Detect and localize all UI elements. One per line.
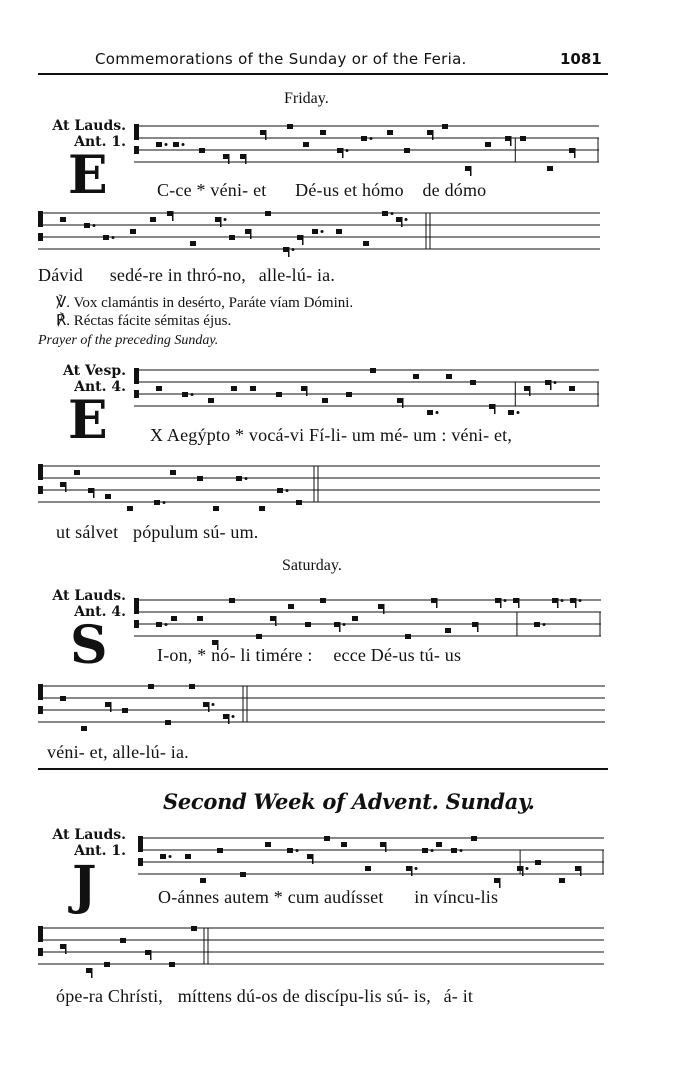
neume: [160, 854, 166, 859]
mora-dot: [191, 393, 194, 396]
neume: [320, 130, 326, 135]
office-label: At Lauds.: [52, 827, 126, 843]
neume: [534, 622, 540, 627]
neume: [104, 962, 110, 967]
neume: [173, 142, 179, 147]
neume-stem: [529, 386, 531, 396]
neume-stem: [500, 598, 502, 608]
neume: [422, 848, 428, 853]
syllable: véni- et,: [451, 425, 513, 445]
neume-stem: [499, 878, 501, 888]
versicle: ℣. Vox clamántis in desérto, Paráte víam Dómini.: [56, 295, 354, 311]
neume: [322, 398, 328, 403]
chant-staff: [38, 678, 605, 730]
neume: [199, 148, 205, 153]
initial-letter: J: [72, 855, 97, 916]
neume-stem: [275, 616, 277, 626]
mora-dot: [292, 248, 295, 251]
mora-dot: [169, 855, 172, 858]
syllable: alle-lú- ia.: [112, 742, 189, 762]
mora-dot: [405, 218, 408, 221]
syllable: Aegýpto: [166, 425, 231, 445]
neume: [508, 410, 514, 415]
neume: [130, 229, 136, 234]
chant-staff: [38, 920, 604, 972]
clef-mark: [134, 146, 139, 154]
neume: [535, 860, 541, 865]
neume: [165, 720, 171, 725]
neume: [303, 142, 309, 147]
neume: [365, 866, 371, 871]
antiphon-number: Ant. 1.: [74, 134, 126, 150]
syllable: O-ánnes: [158, 887, 220, 907]
chant-staff: [134, 592, 601, 644]
neume-stem: [93, 488, 95, 498]
neume: [277, 488, 283, 493]
neume: [127, 506, 133, 511]
neume: [256, 634, 262, 639]
neume: [150, 217, 156, 222]
syllable: in: [414, 887, 429, 907]
neume: [287, 848, 293, 853]
neume: [445, 628, 451, 633]
neume: [250, 386, 256, 391]
clef-mark: [38, 486, 43, 494]
neume-stem: [228, 154, 230, 164]
lyric-line: [56, 522, 259, 543]
clef-mark: [38, 926, 43, 942]
neume-stem: [470, 166, 472, 176]
neume-stem: [110, 702, 112, 712]
syllable: véni- et,: [47, 742, 108, 762]
mora-dot: [346, 149, 349, 152]
neume-stem: [250, 229, 252, 239]
syllable: pópulum: [133, 522, 199, 542]
mora-dot: [517, 411, 520, 414]
neume-stem: [522, 866, 524, 876]
syllable: Dávid: [38, 265, 83, 285]
antiphon-number: Ant. 1.: [74, 843, 126, 859]
syllable: mé- um: [380, 425, 437, 445]
neume: [185, 854, 191, 859]
neume: [324, 836, 330, 841]
clef-mark: [134, 390, 139, 398]
mora-dot: [415, 867, 418, 870]
mora-dot: [460, 849, 463, 852]
syllable: míttens: [177, 986, 233, 1006]
syllable: vocá-vi: [248, 425, 305, 445]
neume: [520, 136, 526, 141]
running-title: Commemorations of the Sunday or of the Feria.: [95, 50, 467, 68]
syllable: á- it: [443, 986, 474, 1006]
neume: [370, 368, 376, 373]
neume-stem: [342, 148, 344, 158]
neume: [156, 386, 162, 391]
clef-mark: [134, 598, 139, 614]
neume: [276, 392, 282, 397]
neume-stem: [265, 130, 267, 140]
clef-mark: [38, 706, 43, 714]
neume-stem: [208, 702, 210, 712]
lyric-line: [158, 887, 498, 908]
mora-dot: [343, 623, 346, 626]
neume: [156, 142, 162, 147]
neume: [413, 374, 419, 379]
clef-mark: [138, 836, 143, 852]
syllable: Fí-li- um: [309, 425, 376, 445]
neume: [265, 211, 271, 216]
neume: [60, 217, 66, 222]
neume: [442, 124, 448, 129]
mora-dot: [579, 599, 582, 602]
asterisk: *: [196, 180, 206, 200]
chant-staff: [134, 118, 599, 170]
section-title: Second Week of Advent. Sunday.: [163, 789, 535, 814]
neume: [265, 842, 271, 847]
mora-dot: [286, 489, 289, 492]
response: ℟. Réctas fácite sémitas éjus.: [56, 313, 232, 329]
mora-dot: [224, 218, 227, 221]
neume-stem: [288, 247, 290, 257]
neume-stem: [339, 622, 341, 632]
neume-stem: [312, 854, 314, 864]
neume: [288, 604, 294, 609]
neume-stem: [575, 598, 577, 608]
mora-dot: [391, 212, 394, 215]
neume: [436, 842, 442, 847]
neume-stem: [574, 148, 576, 158]
mora-dot: [212, 703, 215, 706]
neume: [200, 878, 206, 883]
neume: [191, 926, 197, 931]
neume: [105, 494, 111, 499]
neume-stem: [557, 598, 559, 608]
asterisk: *: [273, 887, 283, 907]
neume: [148, 684, 154, 689]
neume: [81, 726, 87, 731]
neume: [197, 476, 203, 481]
initial-letter: E: [68, 390, 108, 451]
prayer-rubric: Prayer of the preceding Sunday.: [38, 333, 219, 348]
syllable: de: [422, 180, 440, 200]
clef-mark: [38, 464, 43, 480]
mora-dot: [370, 137, 373, 140]
initial-letter: S: [70, 615, 108, 676]
syllable: nó- li: [211, 645, 251, 665]
neume: [240, 872, 246, 877]
office-label: At Lauds.: [52, 118, 126, 134]
page-number: 1081: [560, 50, 602, 68]
neume: [296, 500, 302, 505]
clef-mark: [134, 368, 139, 384]
lyric-line: [150, 425, 512, 446]
neume: [84, 223, 90, 228]
neume: [382, 211, 388, 216]
antiphon-number: Ant. 4.: [74, 379, 126, 395]
antiphon-number: Ant. 4.: [74, 604, 126, 620]
initial-letter: E: [68, 145, 108, 206]
mora-dot: [543, 623, 546, 626]
mora-dot: [112, 236, 115, 239]
syllable: sedé-re: [109, 265, 164, 285]
syllable: in: [167, 265, 183, 285]
header-rule: [38, 73, 608, 75]
neume: [171, 616, 177, 621]
neume-stem: [306, 386, 308, 396]
clef-mark: [134, 620, 139, 628]
asterisk: *: [197, 645, 207, 665]
office-label: At Lauds.: [52, 588, 126, 604]
neume-stem: [580, 866, 582, 876]
neume: [122, 708, 128, 713]
neume: [217, 848, 223, 853]
neume-stem: [510, 136, 512, 146]
neume: [74, 470, 80, 475]
clef-mark: [38, 684, 43, 700]
neume: [427, 410, 433, 415]
syllable: sú- um.: [203, 522, 259, 542]
syllable: timére: [255, 645, 303, 665]
clef-mark: [138, 858, 143, 866]
syllable: dómo: [444, 180, 487, 200]
section-rule: [38, 768, 608, 770]
neume: [404, 148, 410, 153]
neume: [485, 142, 491, 147]
neume: [547, 166, 553, 171]
neume-stem: [220, 217, 222, 227]
neume: [229, 235, 235, 240]
clef-mark: [38, 233, 43, 241]
neume-stem: [436, 598, 438, 608]
neume-stem: [518, 598, 520, 608]
neume: [305, 622, 311, 627]
office-label: At Vesp.: [63, 363, 126, 379]
neume: [446, 374, 452, 379]
chant-staff: [138, 830, 604, 882]
syllable: sálvet: [75, 522, 119, 542]
neume-stem: [550, 380, 552, 390]
neume: [197, 616, 203, 621]
syllable: discípu-lis: [304, 986, 382, 1006]
syllable: véni- et: [210, 180, 267, 200]
neume: [361, 136, 367, 141]
clef-mark: [134, 124, 139, 140]
mora-dot: [232, 715, 235, 718]
syllable: Chrísti,: [107, 986, 163, 1006]
day-heading-saturday: Saturday.: [282, 557, 342, 574]
neume: [387, 130, 393, 135]
syllable: ut: [56, 522, 71, 542]
syllable: Dé-us: [295, 180, 340, 200]
neume-stem: [91, 968, 93, 978]
mora-dot: [245, 477, 248, 480]
neume-stem: [477, 622, 479, 632]
syllable: et: [343, 180, 358, 200]
mora-dot: [436, 411, 439, 414]
chant-staff: [134, 362, 599, 414]
mora-dot: [561, 599, 564, 602]
neume: [312, 229, 318, 234]
neume-stem: [150, 950, 152, 960]
neume: [154, 500, 160, 505]
syllable: autem: [224, 887, 270, 907]
mora-dot: [504, 599, 507, 602]
mora-dot: [182, 143, 185, 146]
neume: [352, 616, 358, 621]
colon: :: [441, 425, 447, 445]
chant-staff: [38, 205, 600, 257]
neume: [236, 476, 242, 481]
neume: [287, 124, 293, 129]
day-heading-friday: Friday.: [284, 90, 329, 107]
neume: [229, 598, 235, 603]
syllable: de: [282, 986, 300, 1006]
neume: [259, 506, 265, 511]
colon: :: [307, 645, 313, 665]
neume: [559, 878, 565, 883]
syllable: víncu-lis: [433, 887, 499, 907]
neume-stem: [402, 398, 404, 408]
neume-stem: [245, 154, 247, 164]
neume: [569, 386, 575, 391]
neume: [208, 398, 214, 403]
syllable: cum: [287, 887, 320, 907]
neume: [336, 229, 342, 234]
clef-mark: [38, 948, 43, 956]
neume: [405, 634, 411, 639]
neume: [320, 598, 326, 603]
clef-mark: [38, 211, 43, 227]
mora-dot: [321, 230, 324, 233]
mora-dot: [554, 381, 557, 384]
syllable: C-ce: [157, 180, 192, 200]
mora-dot: [526, 867, 529, 870]
mora-dot: [431, 849, 434, 852]
neume: [213, 506, 219, 511]
neume: [60, 696, 66, 701]
lyric-line: [38, 265, 335, 286]
syllable: audísset: [323, 887, 384, 907]
lyric-line: [157, 645, 461, 666]
neume: [363, 241, 369, 246]
neume-stem: [383, 604, 385, 614]
neume-stem: [228, 714, 230, 724]
neume: [103, 235, 109, 240]
syllable: X: [150, 425, 164, 445]
mora-dot: [163, 501, 166, 504]
neume-stem: [65, 944, 67, 954]
neume: [189, 684, 195, 689]
neume-stem: [401, 217, 403, 227]
mora-dot: [296, 849, 299, 852]
syllable: hómo: [361, 180, 404, 200]
neume: [471, 836, 477, 841]
neume: [341, 842, 347, 847]
neume: [120, 938, 126, 943]
neume: [451, 848, 457, 853]
neume-stem: [385, 842, 387, 852]
neume: [346, 392, 352, 397]
mora-dot: [165, 143, 168, 146]
syllable: tú- us: [419, 645, 462, 665]
mora-dot: [165, 623, 168, 626]
chant-staff: [38, 458, 600, 510]
mora-dot: [93, 224, 96, 227]
neume: [190, 241, 196, 246]
neume-stem: [411, 866, 413, 876]
lyric-line: [157, 180, 486, 201]
syllable: thró-no,: [186, 265, 246, 285]
lyric-line: [47, 742, 189, 763]
syllable: dú-os: [236, 986, 278, 1006]
neume: [156, 622, 162, 627]
syllable: I-on,: [157, 645, 193, 665]
asterisk: *: [235, 425, 245, 445]
syllable: ecce: [333, 645, 367, 665]
neume: [169, 962, 175, 967]
neume: [231, 386, 237, 391]
neume-stem: [172, 211, 174, 221]
neume: [182, 392, 188, 397]
neume-stem: [65, 482, 67, 492]
lyric-line: [56, 986, 473, 1007]
neume-stem: [432, 130, 434, 140]
syllable: alle-lú- ia.: [258, 265, 336, 285]
syllable: sú- is,: [386, 986, 431, 1006]
neume: [170, 470, 176, 475]
neume: [470, 380, 476, 385]
syllable: ópe-ra: [56, 986, 104, 1006]
syllable: Dé-us: [370, 645, 415, 665]
neume-stem: [494, 404, 496, 414]
neume-stem: [302, 235, 304, 245]
